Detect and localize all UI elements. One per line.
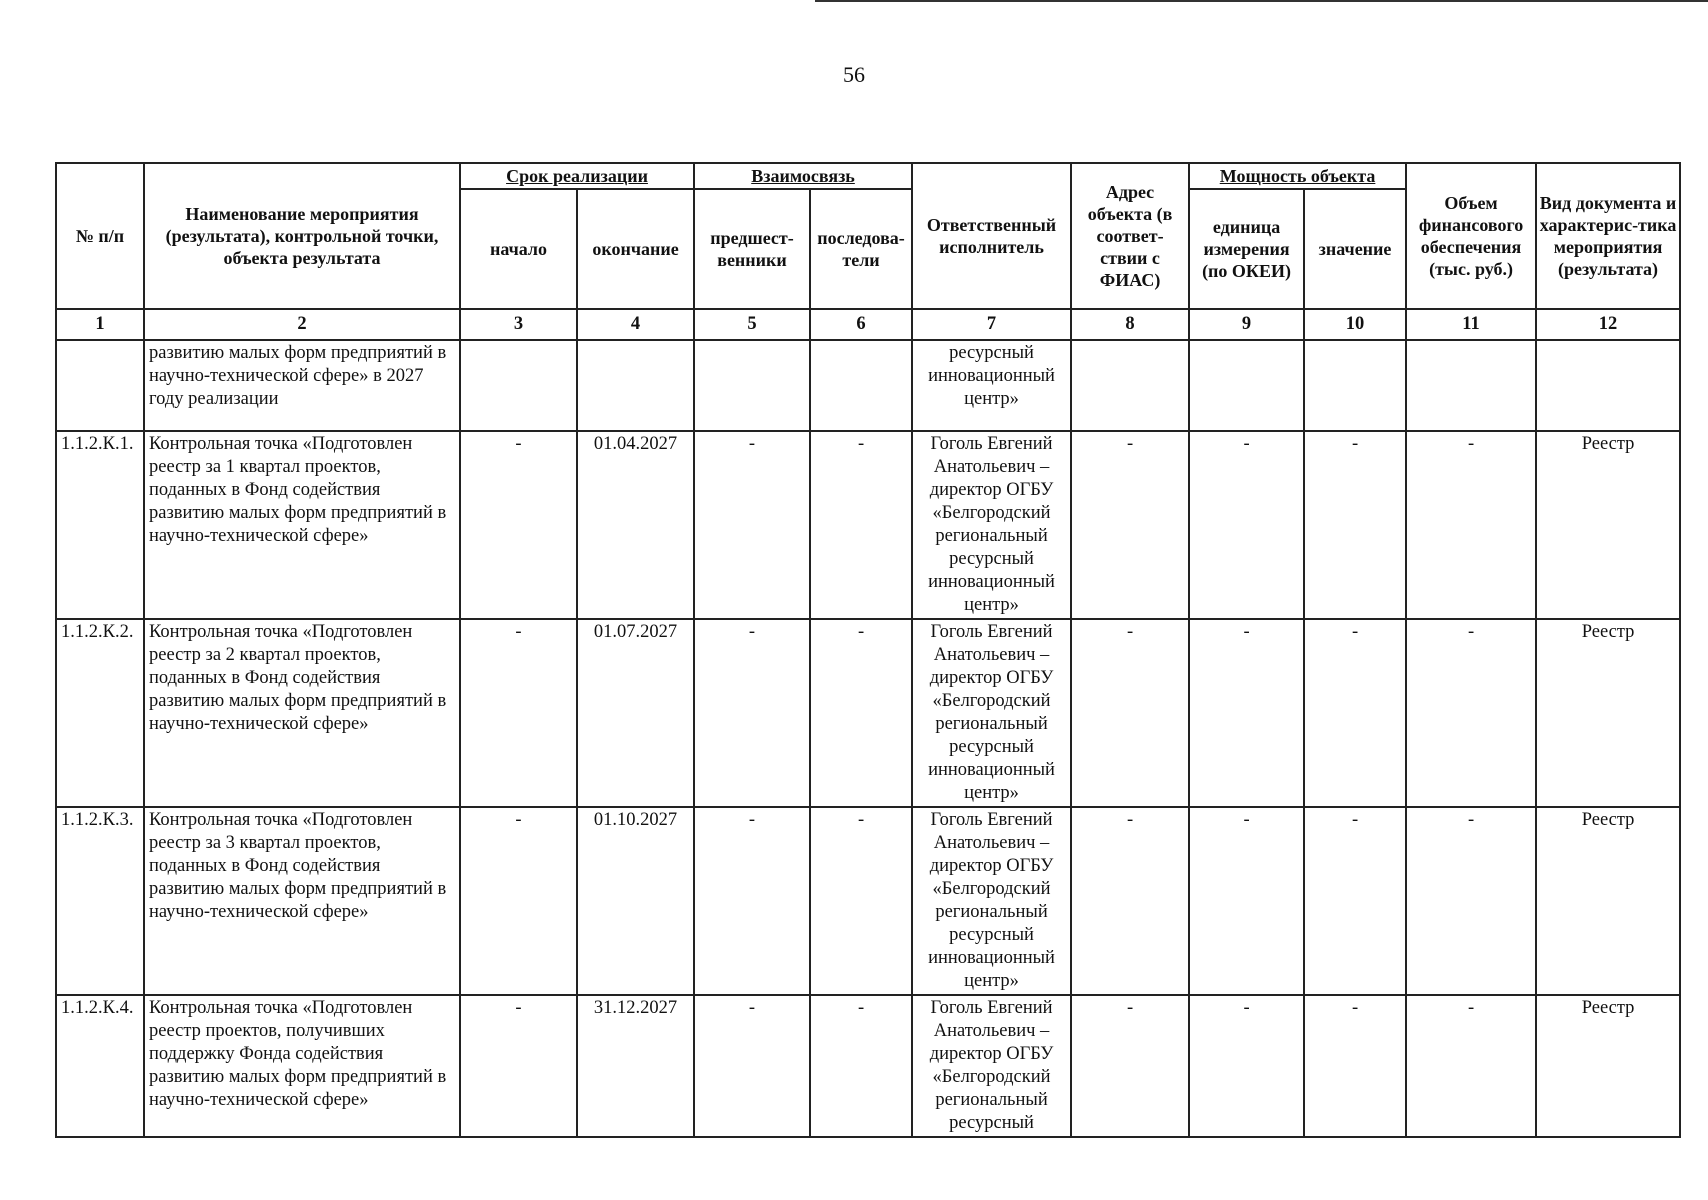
cell-doc-type: Реестр — [1536, 431, 1680, 619]
header-capacity-group — [1189, 163, 1406, 189]
cell-responsible: Гоголь Евгений Анатольевич – директор ОГБУ «Белгородский региональный ресурсный инновационный центр» — [912, 431, 1071, 619]
cell-unit: - — [1189, 619, 1304, 807]
cell-financing — [1406, 340, 1536, 431]
column-number: 3 — [460, 309, 577, 340]
cell-name: Контрольная точка «Подготовлен реестр за 2 квартал проектов, поданных в Фонд содействия развитию малых форм предприятий в научно-технической сфере» — [144, 619, 460, 807]
cell-address: - — [1071, 995, 1189, 1137]
cell-num: 1.1.2.К.1. — [56, 431, 144, 619]
cell-address: - — [1071, 807, 1189, 995]
column-number: 9 — [1189, 309, 1304, 340]
header-address: Адрес объекта (в соответ-ствии с ФИАС) — [1071, 163, 1189, 309]
column-number: 11 — [1406, 309, 1536, 340]
cell-start: - — [460, 995, 577, 1137]
cell-responsible: ресурсный инновационный центр» — [912, 340, 1071, 431]
cell-financing: - — [1406, 995, 1536, 1137]
column-number: 6 — [810, 309, 912, 340]
column-number: 4 — [577, 309, 694, 340]
header-link-group — [694, 163, 912, 189]
cell-value: - — [1304, 619, 1406, 807]
page-number: 56 — [843, 62, 865, 87]
cell-value: - — [1304, 431, 1406, 619]
table-row — [56, 995, 1680, 1137]
header-financing: Объем финансового обеспечения (тыс. руб.) — [1406, 163, 1536, 309]
column-number: 12 — [1536, 309, 1680, 340]
cell-name: развитию малых форм предприятий в научно-технической сфере» в 2027 году реализации — [144, 340, 460, 431]
column-number: 1 — [56, 309, 144, 340]
cell-unit: - — [1189, 807, 1304, 995]
header-link-group-label: Взаимосвязь — [751, 166, 855, 186]
header-term-group — [460, 163, 694, 189]
cell-financing: - — [1406, 807, 1536, 995]
column-number: 2 — [144, 309, 460, 340]
cell-predecessors: - — [694, 995, 810, 1137]
cell-value: - — [1304, 995, 1406, 1137]
header-start: начало — [460, 189, 577, 309]
cell-start: - — [460, 431, 577, 619]
header-predecessors: предшест-венники — [694, 189, 810, 309]
cell-name: Контрольная точка «Подготовлен реестр за 1 квартал проектов, поданных в Фонд содействия развитию малых форм предприятий в научно-технической сфере» — [144, 431, 460, 619]
header-unit: единица измерения (по ОКЕИ) — [1189, 189, 1304, 309]
cell-predecessors — [694, 340, 810, 431]
table-row — [56, 431, 1680, 619]
cell-financing: - — [1406, 619, 1536, 807]
cell-predecessors: - — [694, 807, 810, 995]
cell-end — [577, 340, 694, 431]
cell-name: Контрольная точка «Подготовлен реестр за 3 квартал проектов, поданных в Фонд содействия развитию малых форм предприятий в научно-технической сфере» — [144, 807, 460, 995]
cell-name: Контрольная точка «Подготовлен реестр проектов, получивших поддержку Фонда содействия развитию малых форм предприятий в научно-технической сфере» — [144, 995, 460, 1137]
header-responsible: Ответственный исполнитель — [912, 163, 1071, 309]
header-name: Наименование мероприятия (результата), контрольной точки, объекта результата — [144, 163, 460, 309]
cell-unit: - — [1189, 431, 1304, 619]
cell-successors: - — [810, 807, 912, 995]
cell-value: - — [1304, 807, 1406, 995]
column-number: 8 — [1071, 309, 1189, 340]
header-term-group-label: Срок реализации — [506, 166, 648, 186]
cell-address: - — [1071, 619, 1189, 807]
cell-start: - — [460, 807, 577, 995]
cell-num — [56, 340, 144, 431]
cell-successors — [810, 340, 912, 431]
top-rule — [815, 0, 1708, 2]
table-row-continuation — [56, 340, 1680, 431]
cell-unit: - — [1189, 995, 1304, 1137]
header-num: № п/п — [56, 163, 144, 309]
cell-doc-type: Реестр — [1536, 619, 1680, 807]
column-number: 5 — [694, 309, 810, 340]
cell-financing: - — [1406, 431, 1536, 619]
header-end: окончание — [577, 189, 694, 309]
activities-table — [55, 162, 1681, 1138]
cell-num: 1.1.2.К.4. — [56, 995, 144, 1137]
cell-num: 1.1.2.К.3. — [56, 807, 144, 995]
cell-end: 01.07.2027 — [577, 619, 694, 807]
header-successors: последова-тели — [810, 189, 912, 309]
cell-end: 31.12.2027 — [577, 995, 694, 1137]
cell-start: - — [460, 619, 577, 807]
cell-end: 01.10.2027 — [577, 807, 694, 995]
cell-successors: - — [810, 995, 912, 1137]
cell-value — [1304, 340, 1406, 431]
column-number: 10 — [1304, 309, 1406, 340]
cell-responsible: Гоголь Евгений Анатольевич – директор ОГБУ «Белгородский региональный ресурсный инновационный центр» — [912, 807, 1071, 995]
cell-doc-type — [1536, 340, 1680, 431]
cell-predecessors: - — [694, 619, 810, 807]
cell-successors: - — [810, 431, 912, 619]
cell-doc-type: Реестр — [1536, 807, 1680, 995]
cell-responsible: Гоголь Евгений Анатольевич – директор ОГБУ «Белгородский региональный ресурсный — [912, 995, 1071, 1137]
column-number: 7 — [912, 309, 1071, 340]
table-row — [56, 619, 1680, 807]
cell-start — [460, 340, 577, 431]
header-capacity-group-label: Мощность объекта — [1219, 166, 1376, 186]
header-value: значение — [1304, 189, 1406, 309]
cell-doc-type: Реестр — [1536, 995, 1680, 1137]
cell-successors: - — [810, 619, 912, 807]
header-doc-type: Вид документа и характерис-тика мероприятия (результата) — [1536, 163, 1680, 309]
cell-num: 1.1.2.К.2. — [56, 619, 144, 807]
cell-end: 01.04.2027 — [577, 431, 694, 619]
column-number-row — [56, 309, 1680, 340]
cell-address: - — [1071, 431, 1189, 619]
cell-unit — [1189, 340, 1304, 431]
cell-address — [1071, 340, 1189, 431]
table-row — [56, 807, 1680, 995]
cell-predecessors: - — [694, 431, 810, 619]
cell-responsible: Гоголь Евгений Анатольевич – директор ОГБУ «Белгородский региональный ресурсный инновационный центр» — [912, 619, 1071, 807]
